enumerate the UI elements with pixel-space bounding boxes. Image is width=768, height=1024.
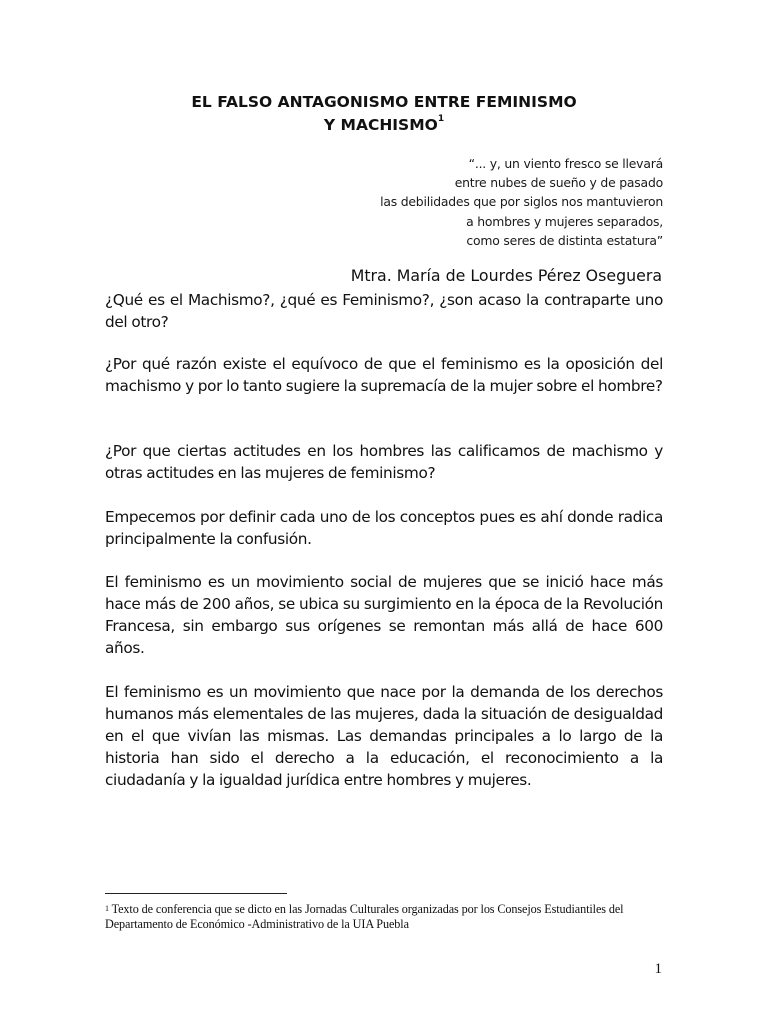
body-paragraph: El feminismo es un movimiento social de mujeres que se inició hace más hace más de 200 años, se ubica su surgimiento en la época de la Revolución Francesa, sin embargo sus orígenes se remontan más allá de hace 600 años. [105, 573, 663, 657]
body-paragraph: ¿Por que ciertas actitudes en los hombres las calificamos de machismo y otras actitudes en las mujeres de feminismo? [105, 442, 663, 482]
title-footnote-marker: 1 [437, 114, 445, 124]
body-paragraph: Empecemos por definir cada uno de los conceptos pues es ahí donde radica principalmente la confusión. [105, 508, 663, 548]
epigraph-line: como seres de distinta estatura” [466, 232, 663, 248]
document-title-line-1: EL FALSO ANTAGONISMO ENTRE FEMINISMO [191, 93, 577, 111]
footnote-text: Texto de conferencia que se dicto en las Jornadas Culturales organizadas por los Consejos Estudiantiles del Departamento de Económico -Administrativo de la UIA Puebla [105, 902, 624, 931]
epigraph-line: entre nubes de sueño y de pasado [454, 175, 663, 191]
author-name: Mtra. María de Lourdes Pérez Oseguera [350, 266, 662, 285]
epigraph-line: las debilidades que por siglos nos mantuvieron [380, 194, 663, 210]
page-number: 1 [654, 961, 662, 977]
document-title-line-2 [0, 116, 768, 134]
footnote [105, 902, 665, 932]
body-paragraph: El feminismo es un movimiento que nace por la demanda de los derechos humanos más elementales de las mujeres, dada la situación de desigualdad en el que vivían las mismas. Las demandas principales a lo largo de la historia han sido el derecho a la educación, el reconocimiento a la ciudadanía y la igualdad jurídica entre hombres y mujeres. [105, 683, 663, 789]
epigraph-line: “... y, un viento fresco se llevará [468, 156, 663, 171]
body-paragraph: ¿Qué es el Machismo?, ¿qué es Feminismo?, ¿son acaso la contraparte uno del otro? [105, 291, 663, 331]
footnote-separator [105, 893, 287, 894]
epigraph [380, 154, 663, 250]
epigraph-line: a hombres y mujeres separados, [466, 213, 663, 229]
body-paragraph: ¿Por qué razón existe el equívoco de que el feminismo es la oposición del machismo y por lo tanto sugiere la supremacía de la mujer sobre el hombre? [105, 355, 663, 395]
document-title-text: Y MACHISMO [323, 116, 438, 134]
footnote-marker: 1 [105, 904, 109, 913]
